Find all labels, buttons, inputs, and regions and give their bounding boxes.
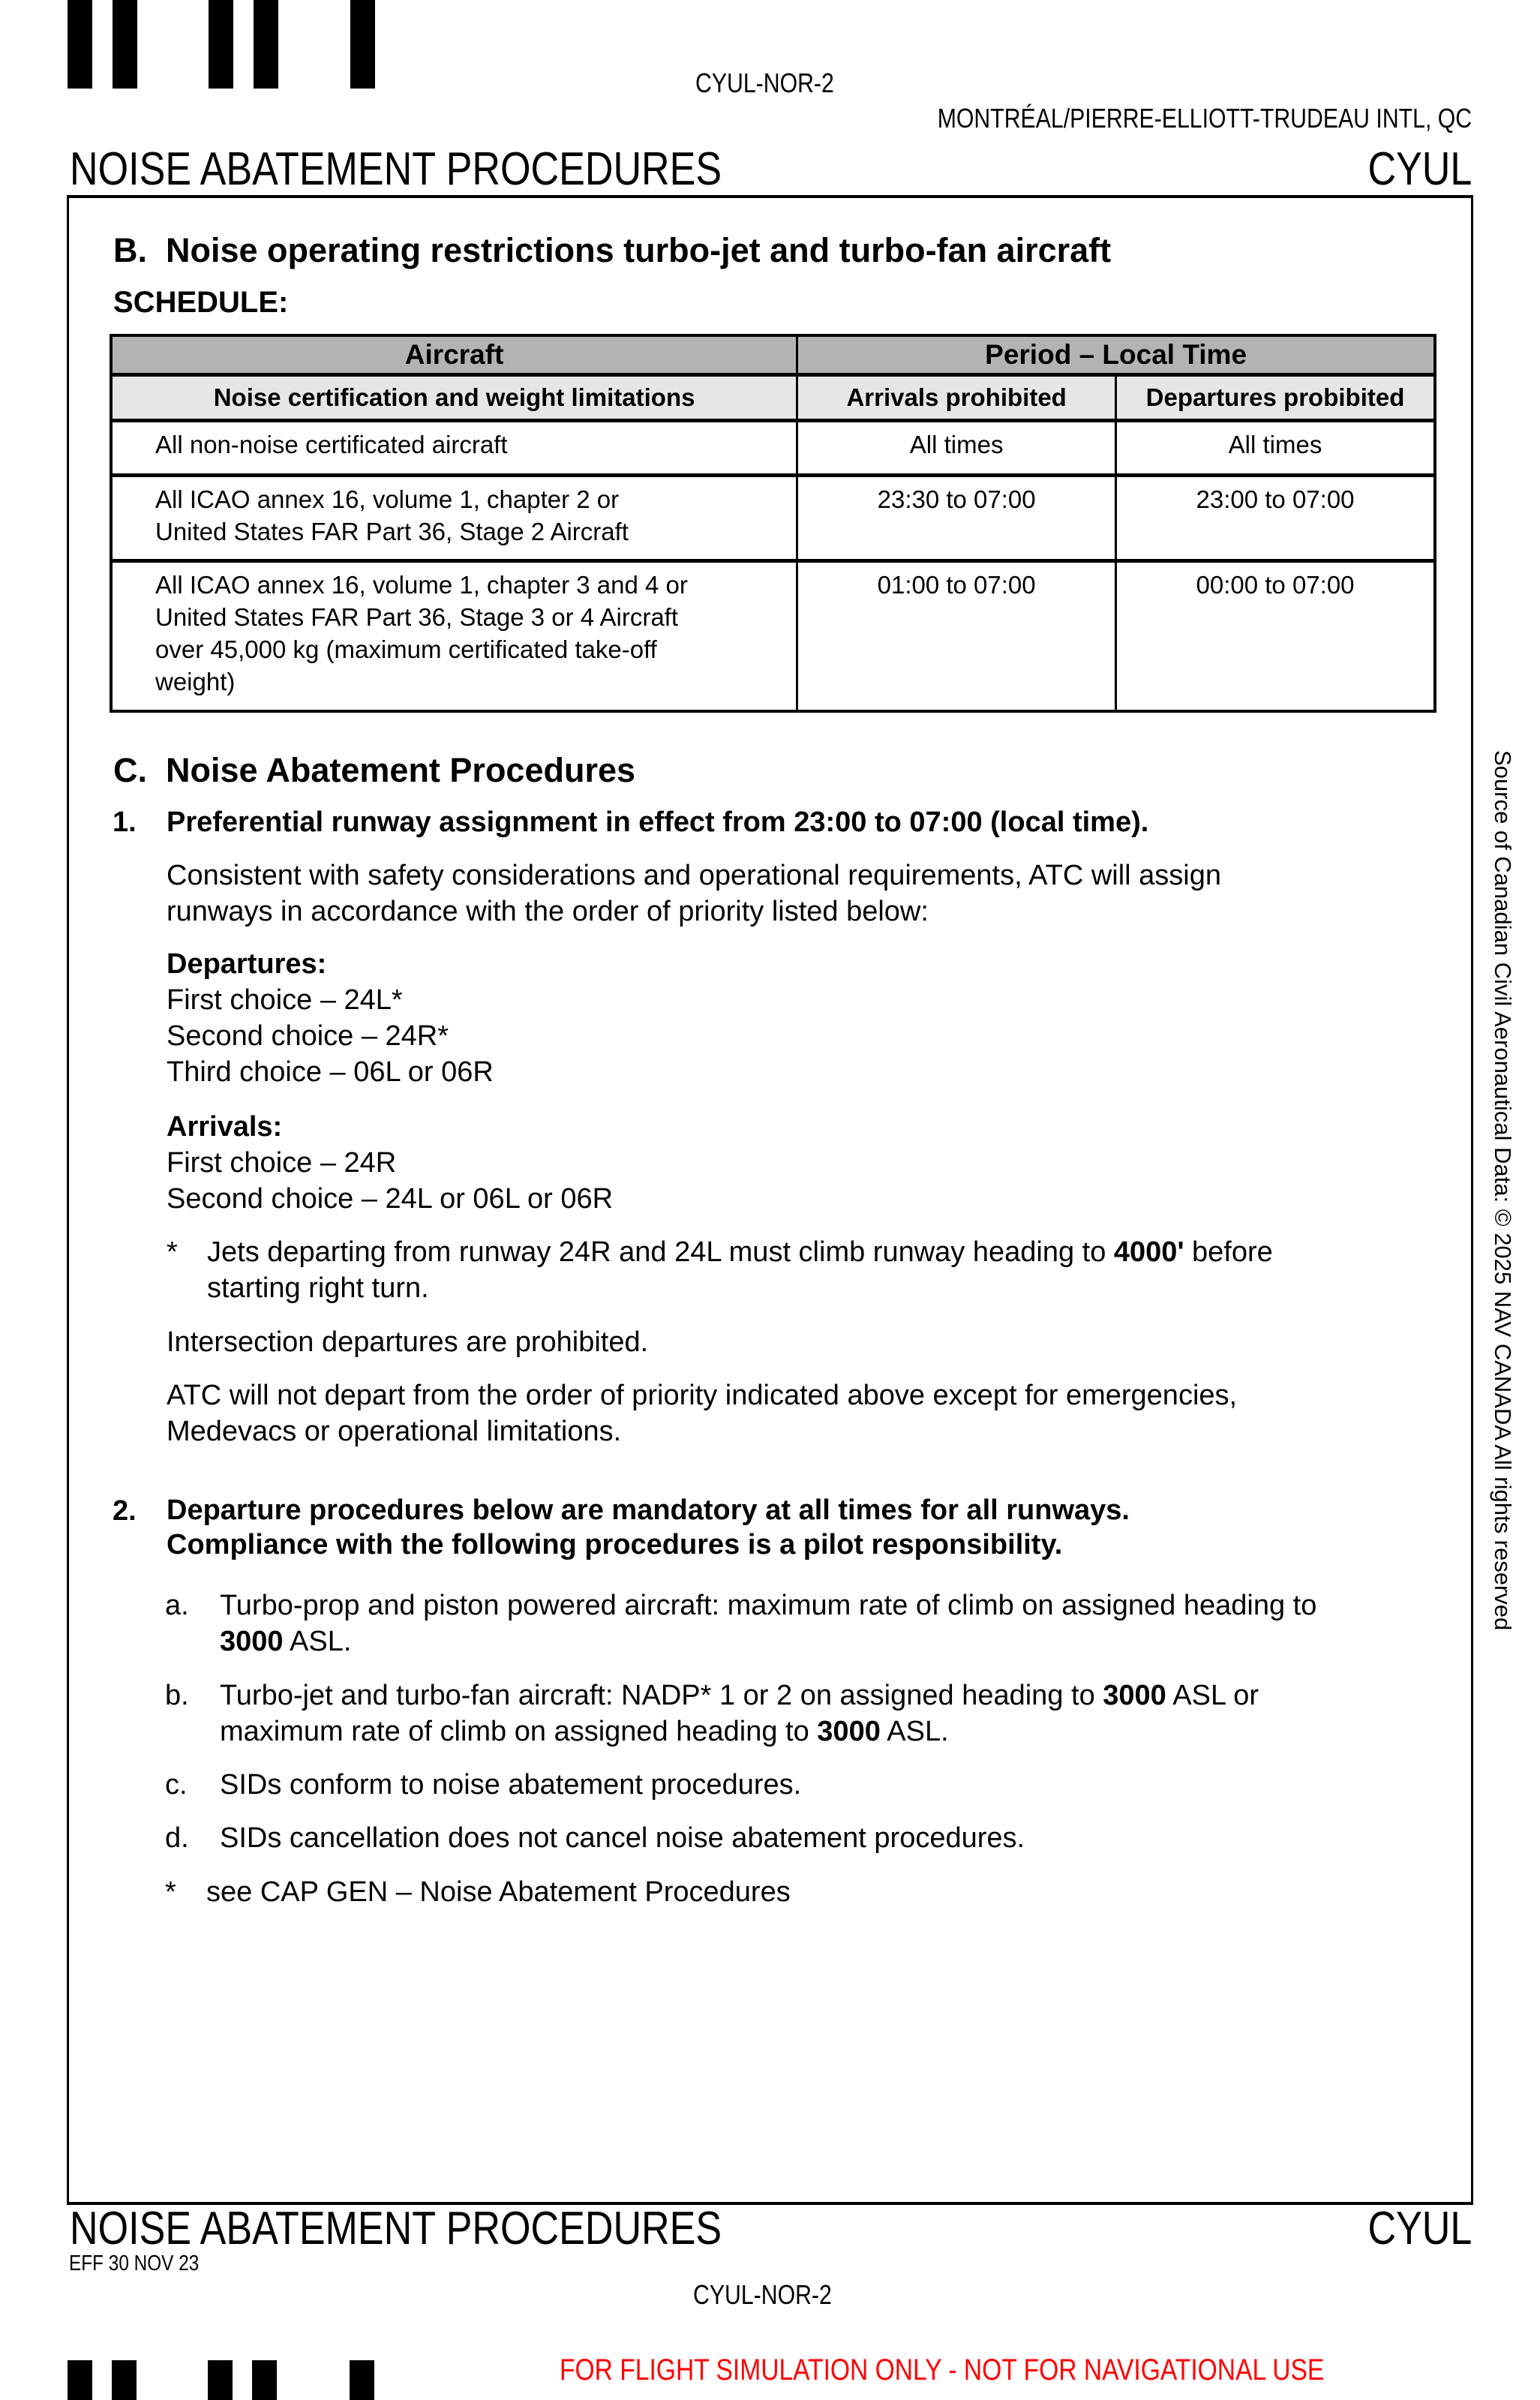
page-title: NOISE ABATEMENT PROCEDURES xyxy=(70,143,722,195)
intersection-note: Intersection departures are prohibited. xyxy=(167,1326,649,1358)
text-line: ATC will not depart from the order of priority indicated above except for emergencies, xyxy=(167,1380,1238,1411)
arrival-choice: Second choice – 24L or 06L or 06R xyxy=(167,1183,614,1215)
text-line: Departure procedures below are mandatory at all times for all runways. xyxy=(167,1494,1130,1526)
cell-arrivals: 23:30 to 07:00 xyxy=(797,476,1116,561)
text-line: Consistent with safety considerations and operational requirements, ATC will assign xyxy=(167,860,1221,891)
subitem-a xyxy=(220,1587,1316,1660)
text-line: starting right turn. xyxy=(207,1272,429,1304)
cell-aircraft xyxy=(111,421,797,476)
text-span: ASL. xyxy=(880,1716,949,1747)
cell-line: All non-noise certificated aircraft xyxy=(155,431,508,458)
registration-bar xyxy=(208,2360,233,2400)
text-line: Compliance with the following procedures is a pilot responsibility. xyxy=(167,1529,1063,1560)
effective-date: EFF 30 NOV 23 xyxy=(69,2251,200,2275)
altitude-value: 3000 xyxy=(817,1716,881,1747)
page-id-top: CYUL-NOR-2 xyxy=(695,68,834,98)
table-column-header-row xyxy=(111,375,1435,421)
text-span: maximum rate of climb on assigned heading to xyxy=(220,1716,818,1747)
jets-footnote xyxy=(207,1234,1273,1306)
altitude-value: 3000 xyxy=(1103,1680,1166,1711)
simulation-disclaimer: FOR FLIGHT SIMULATION ONLY - NOT FOR NAVIGATIONAL USE xyxy=(560,2353,1325,2386)
text-span: ASL or xyxy=(1166,1680,1259,1711)
registration-bar xyxy=(350,2360,374,2400)
text-line xyxy=(220,1624,1316,1660)
nadp-footnote: see CAP GEN – Noise Abatement Procedures xyxy=(206,1876,791,1908)
subitem-b xyxy=(220,1678,1259,1750)
item-1-title: Preferential runway assignment in effect from 23:00 to 07:00 (local time). xyxy=(167,807,1149,838)
subitem-a-letter: a. xyxy=(165,1590,189,1621)
departure-choice: First choice – 24L* xyxy=(167,984,403,1016)
section-c-heading: C. Noise Abatement Procedures xyxy=(113,751,636,789)
text-line xyxy=(220,1714,1259,1750)
copyright-text: Source of Canadian Civil Aeronautical Data: © 2025 NAV CANADA All rights reserved xyxy=(1490,750,1516,1631)
cell-arrivals: 01:00 to 07:00 xyxy=(797,561,1116,712)
section-b-heading: B. Noise operating restrictions turbo-jet and turbo-fan aircraft xyxy=(113,231,1112,269)
item-2-title xyxy=(167,1493,1130,1562)
group-header-period: Period – Local Time xyxy=(797,335,1435,375)
footer-airport-code xyxy=(1348,2203,1472,2254)
registration-bar xyxy=(350,0,375,89)
cell-departures: 00:00 to 07:00 xyxy=(1116,561,1435,712)
altitude-value: 3000 xyxy=(220,1626,284,1657)
departures-label: Departures: xyxy=(167,948,327,980)
footer-airport-code-text: CYUL xyxy=(1367,2203,1472,2254)
group-header-aircraft: Aircraft xyxy=(111,335,797,375)
registration-bar xyxy=(113,0,137,89)
departure-choice: Third choice – 06L or 06R xyxy=(167,1056,494,1088)
nadp-footnote-mark: * xyxy=(165,1876,176,1908)
column-header-arrivals: Arrivals prohibited xyxy=(797,375,1116,421)
airport-name xyxy=(836,105,1472,132)
registration-bar xyxy=(254,0,278,89)
table-row xyxy=(111,561,1435,712)
cell-arrivals: All times xyxy=(797,421,1116,476)
item-2-number: 2. xyxy=(113,1495,137,1527)
registration-bar xyxy=(112,2360,137,2400)
airport-code xyxy=(1348,143,1472,195)
atc-note xyxy=(167,1377,1237,1449)
schedule-label: SCHEDULE: xyxy=(113,286,289,319)
text-line: runways in accordance with the order of priority listed below: xyxy=(167,896,929,927)
text-span: Turbo-jet and turbo-fan aircraft: NADP* 1 or 2 on assigned heading to xyxy=(220,1680,1103,1711)
arrival-choice: First choice – 24R xyxy=(167,1147,397,1179)
noise-restrictions-table xyxy=(110,334,1436,713)
cell-line: All ICAO annex 16, volume 1, chapter 3 and 4 or xyxy=(155,571,688,599)
cell-line: United States FAR Part 36, Stage 2 Aircraft xyxy=(155,518,629,545)
registration-bar xyxy=(68,0,92,89)
text-line xyxy=(207,1234,1273,1270)
column-header-departures: Departures probibited xyxy=(1116,375,1435,421)
column-header-certification: Noise certification and weight limitations xyxy=(111,375,797,421)
cell-line: weight) xyxy=(155,668,236,695)
arrivals-block xyxy=(167,1109,613,1217)
airport-name-text: MONTRÉAL/PIERRE-ELLIOTT-TRUDEAU INTL, QC xyxy=(937,103,1472,134)
registration-bar xyxy=(209,0,233,89)
registration-bar xyxy=(68,2360,92,2400)
jets-footnote-mark: * xyxy=(167,1236,178,1268)
arrivals-label: Arrivals: xyxy=(167,1111,283,1143)
departures-block xyxy=(167,946,494,1090)
footnote-text: Jets departing from runway 24R and 24L must climb runway heading to xyxy=(207,1236,1114,1268)
item-1-number: 1. xyxy=(113,807,137,838)
subitem-b-letter: b. xyxy=(165,1680,189,1711)
footnote-altitude: 4000' xyxy=(1113,1236,1184,1268)
copyright-side-note xyxy=(1491,750,1514,1681)
departure-choice: Second choice – 24R* xyxy=(167,1020,449,1052)
cell-line: United States FAR Part 36, Stage 3 or 4 Aircraft xyxy=(155,603,679,631)
text-span: ASL. xyxy=(283,1626,352,1657)
page-id-bottom: CYUL-NOR-2 xyxy=(693,2279,832,2310)
footer-title: NOISE ABATEMENT PROCEDURES xyxy=(70,2203,722,2254)
text-line: Medevacs or operational limitations. xyxy=(167,1416,622,1447)
cell-line: over 45,000 kg (maximum certificated take-off xyxy=(155,635,657,663)
table-row xyxy=(111,421,1435,476)
cell-aircraft xyxy=(111,476,797,561)
cell-departures: All times xyxy=(1116,421,1435,476)
table-row xyxy=(111,476,1435,561)
registration-bar xyxy=(252,2360,277,2400)
cell-departures: 23:00 to 07:00 xyxy=(1116,476,1435,561)
subitem-d: SIDs cancellation does not cancel noise abatement procedures. xyxy=(220,1822,1025,1854)
cell-aircraft xyxy=(111,561,797,712)
item-1-intro xyxy=(167,858,1221,930)
text-line: Turbo-prop and piston powered aircraft: maximum rate of climb on assigned heading to xyxy=(220,1590,1317,1621)
footnote-text: before xyxy=(1184,1236,1273,1268)
airport-code-text: CYUL xyxy=(1367,143,1472,195)
text-line xyxy=(220,1678,1259,1714)
table-group-header-row xyxy=(111,335,1435,375)
subitem-c-letter: c. xyxy=(165,1769,188,1801)
cell-line: All ICAO annex 16, volume 1, chapter 2 or xyxy=(155,485,620,513)
subitem-d-letter: d. xyxy=(165,1822,189,1854)
subitem-c: SIDs conform to noise abatement procedures. xyxy=(220,1769,802,1801)
